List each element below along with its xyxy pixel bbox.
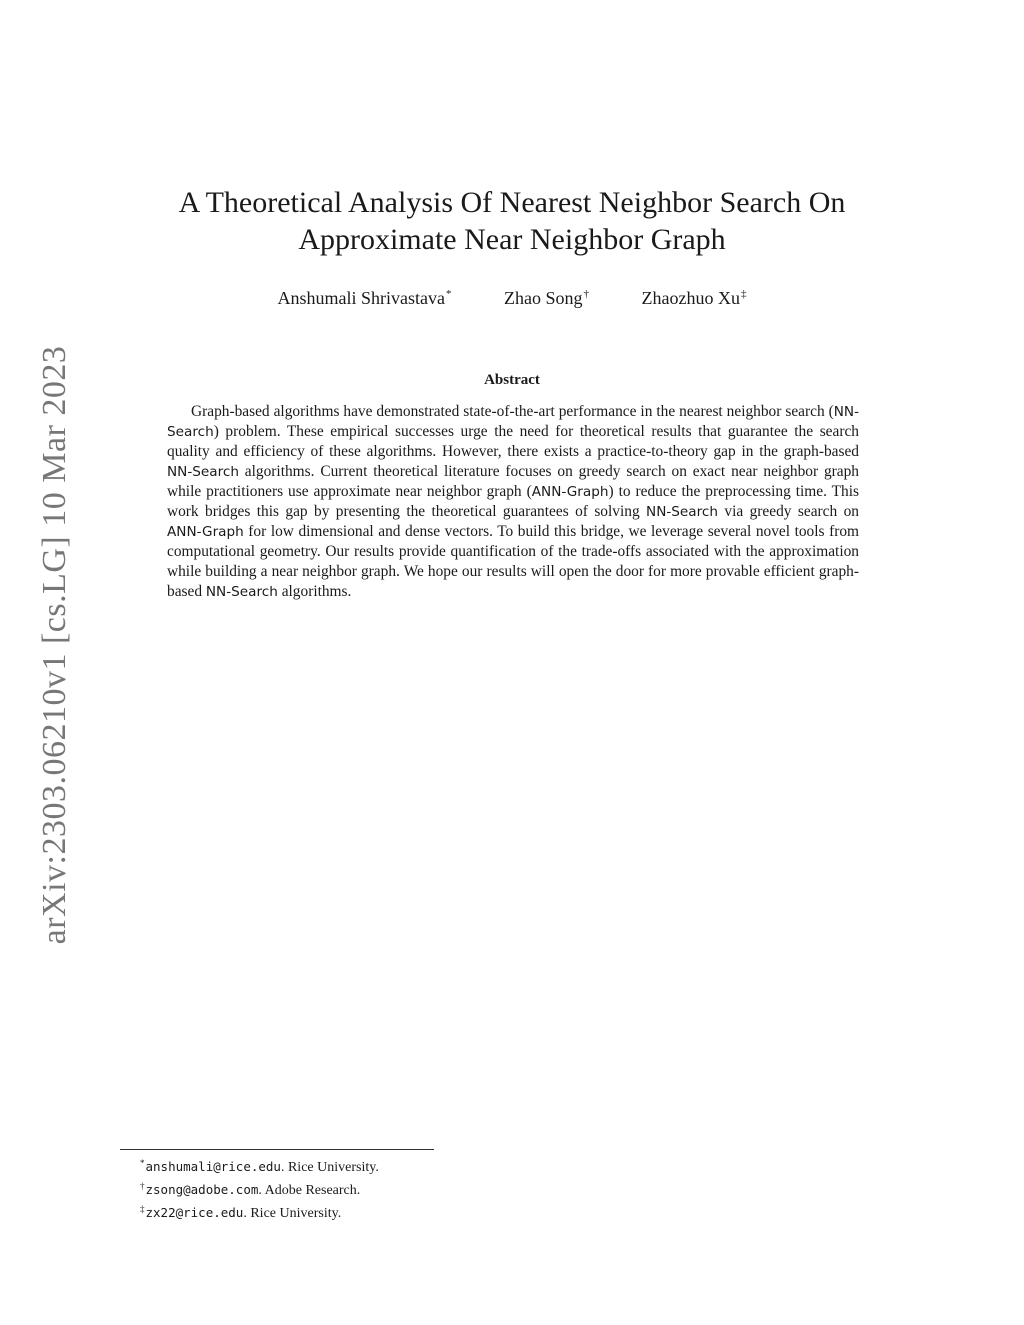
abstract-text: for low dimensional and dense vectors. To build this bridge, we leverage several novel tools from computational geometry. Our results provide quantification of the trade-offs associated with the approximation while building a near neighbor graph. We hope our results will open the door for more provable efficient graph-based xyxy=(167,523,859,600)
author-3-name: Zhaozhuo Xu xyxy=(641,288,740,308)
abstract-text: algorithms. Current theoretical literature focuses on greedy search on exact near neighbor graph while practitioners use approximate near neighbor graph ( xyxy=(167,463,859,500)
author-1-name: Anshumali Shrivastava xyxy=(277,288,445,308)
footnote-3-mark: ‡ xyxy=(140,1204,145,1214)
abstract-text: Graph-based algorithms have demonstrated state-of-the-art performance in the nearest neighbor search ( xyxy=(191,403,834,420)
author-1 xyxy=(278,283,452,309)
footnote-2-email-link[interactable]: zsong@adobe.com xyxy=(145,1182,259,1197)
author-2 xyxy=(504,283,589,309)
paper-title-line-2: Approximate Near Neighbor Graph xyxy=(298,223,726,256)
footnote-1-affiliation: . Rice University. xyxy=(280,1160,379,1175)
author-3 xyxy=(642,283,747,309)
footnote-1-email-link[interactable]: anshumali@rice.edu xyxy=(145,1159,281,1174)
footnote-1 xyxy=(140,1154,640,1177)
abstract-term: NN-Search xyxy=(646,504,718,520)
abstract-term: ANN-Graph xyxy=(531,484,609,500)
abstract-term: ANN-Graph xyxy=(167,524,244,540)
footnote-3-email-link[interactable]: zx22@rice.edu xyxy=(145,1205,244,1220)
abstract-text: via greedy search on xyxy=(718,503,859,520)
abstract-body xyxy=(167,402,859,602)
abstract-term: NN-Search xyxy=(167,404,859,440)
footnote-2-affiliation: . Adobe Research. xyxy=(258,1183,361,1198)
footnote-3 xyxy=(140,1200,640,1223)
footnotes xyxy=(140,1154,640,1223)
arxiv-identifier-stamp: arXiv:2303.06210v1 [cs.LG] 10 Mar 2023 xyxy=(36,345,73,945)
author-1-footnote-mark: * xyxy=(446,288,452,300)
footnote-2 xyxy=(140,1177,640,1200)
author-3-footnote-mark: ‡ xyxy=(740,288,747,300)
abstract-text: algorithms. xyxy=(277,583,352,600)
abstract-term: NN-Search xyxy=(205,584,278,600)
author-2-footnote-mark: † xyxy=(583,288,589,300)
footnote-divider xyxy=(120,1149,434,1150)
footnote-3-affiliation: . Rice University. xyxy=(243,1206,342,1221)
abstract-heading: Abstract xyxy=(484,372,540,388)
author-2-name: Zhao Song xyxy=(504,288,583,308)
abstract-term: NN-Search xyxy=(167,464,239,480)
abstract-text: ) problem. These empirical successes urge the need for theoretical results that guarantee the search quality and efficiency of these algorithms. However, there exists a practice-to-theory gap in the graph-based xyxy=(167,423,859,460)
author-list xyxy=(150,283,874,309)
paper-title xyxy=(150,184,874,258)
footnote-2-mark: † xyxy=(140,1181,145,1191)
footnote-1-mark: * xyxy=(140,1158,145,1168)
abstract-text: ) to reduce the preprocessing time. This work bridges this gap by presenting the theoretical guarantees of solving xyxy=(167,483,859,520)
paper-title-line-1: A Theoretical Analysis Of Nearest Neighbor Search On xyxy=(178,186,846,219)
